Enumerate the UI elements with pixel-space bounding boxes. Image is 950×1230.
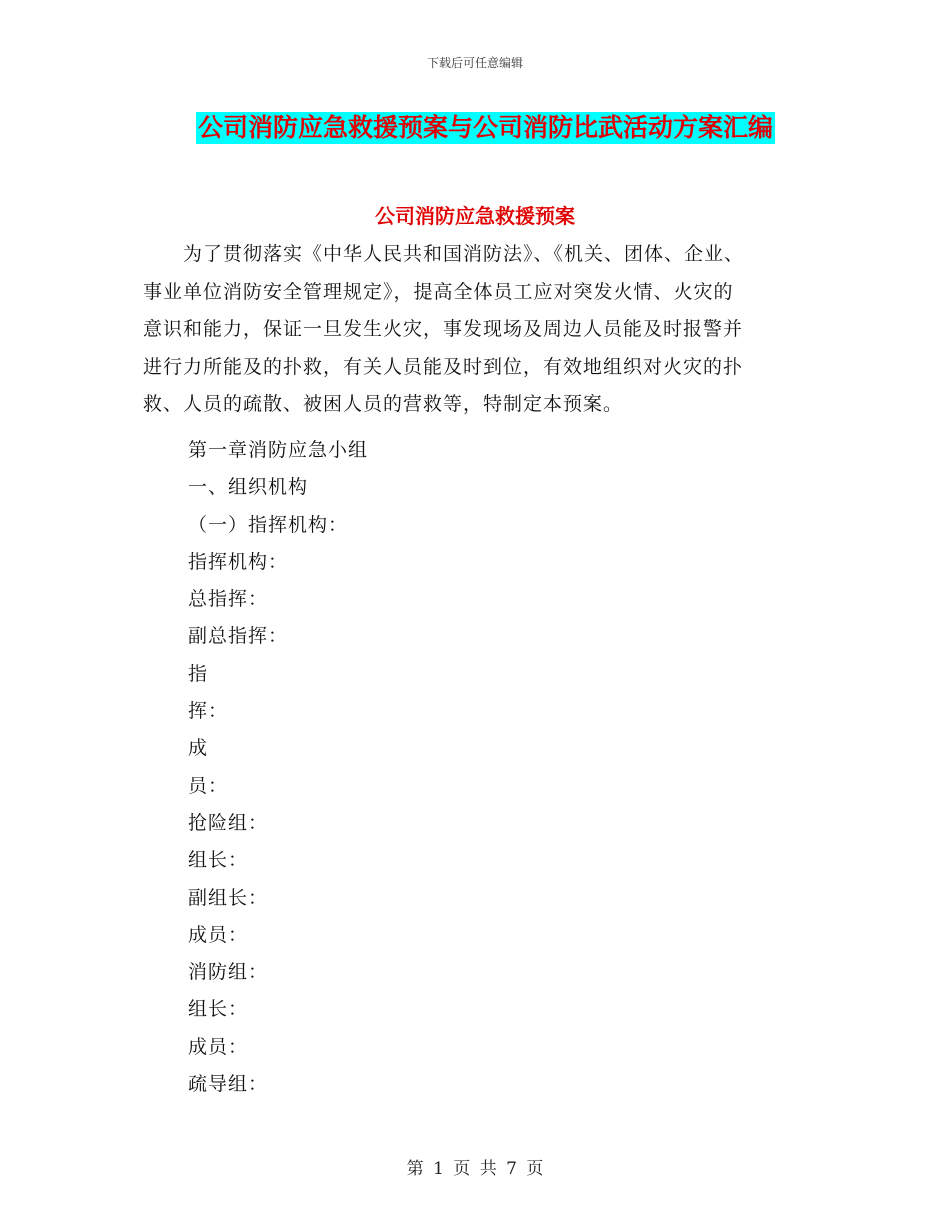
subsection-heading: （一）指挥机构： (188, 513, 349, 536)
list-item: 成员： (188, 923, 249, 946)
list-item: 疏导组： (188, 1073, 269, 1096)
organization-list (188, 432, 368, 1103)
list-item: 副组长： (188, 886, 269, 909)
list-item: 员： (188, 774, 229, 797)
intro-line: 为了贯彻落实《中华人民共和国消防法》、《机关、团体、企业、 (143, 243, 745, 265)
list-item: 指挥机构： (188, 550, 289, 573)
intro-line: 意识和能力，保证一旦发生火灾，事发现场及周边人员能及时报警并 (143, 318, 744, 340)
intro-line: 事业单位消防安全管理规定》，提高全体员工应对突发火情、火灾的 (143, 280, 734, 303)
list-item: 抢险组： (188, 811, 269, 834)
list-item: 组长： (188, 849, 249, 872)
page-footer: 第 1 页 共 7 页 (406, 1159, 544, 1179)
list-item: 指 (188, 662, 209, 685)
list-item: 总指挥： (188, 588, 269, 611)
chapter-heading: 第一章消防应急小组 (188, 439, 369, 461)
list-item: 挥： (188, 700, 229, 723)
section-heading: 一、组织机构 (188, 476, 309, 499)
list-item: 成员： (188, 1035, 249, 1058)
list-item: 成 (188, 737, 209, 760)
intro-line: 救、人员的疏散、被困人员的营救等，特制定本预案。 (143, 393, 624, 415)
header-note: 下载后可任意编辑 (426, 56, 523, 70)
intro-line: 进行力所能及的扑救，有关人员能及时到位，有效地组织对火灾的扑 (143, 355, 744, 378)
list-item: 组长： (188, 998, 249, 1021)
section-title: 公司消防应急救援预案 (375, 204, 575, 228)
list-item: 消防组： (188, 961, 269, 984)
list-item: 副总指挥： (188, 625, 289, 648)
intro-paragraph (143, 236, 823, 424)
document-main-title: 公司消防应急救援预案与公司消防比武活动方案汇编 (198, 113, 774, 142)
